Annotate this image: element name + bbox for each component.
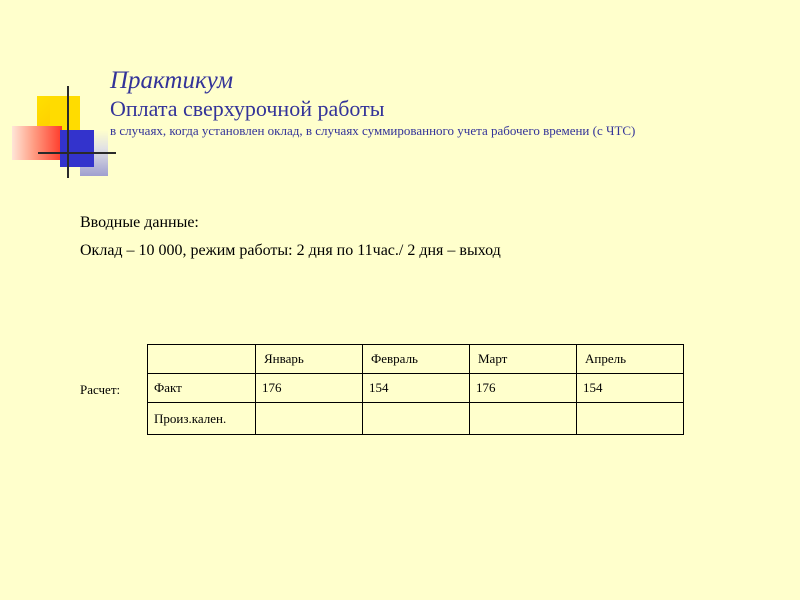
slide-title: Практикум	[110, 67, 234, 94]
red-square-decoration	[12, 126, 62, 160]
table-cell	[363, 403, 470, 435]
slide-subtitle: Оплата сверхурочной работы	[110, 96, 385, 121]
table-header-row	[148, 345, 684, 374]
hours-table	[147, 344, 684, 435]
table-cell: 154	[577, 374, 684, 403]
blue-square-decoration	[60, 130, 94, 167]
table-row	[148, 403, 684, 435]
horizontal-line-decoration	[38, 152, 116, 154]
month-header: Март	[470, 345, 577, 374]
intro-line-1: Вводные данные:	[80, 214, 199, 231]
table-cell: 176	[470, 374, 577, 403]
row-label: Факт	[148, 374, 256, 403]
slide-title-detail: в случаях, когда установлен оклад, в случаях суммированного учета рабочего времени (с ЧТС)	[110, 123, 636, 138]
table-row	[148, 374, 684, 403]
month-header: Январь	[256, 345, 363, 374]
intro-line-2: Оклад – 10 000, режим работы: 2 дня по 11час./ 2 дня – выход	[80, 242, 501, 259]
table-cell	[256, 403, 363, 435]
row-label: Произ.кален.	[148, 403, 256, 435]
intro-text	[80, 209, 501, 265]
calc-label: Расчет:	[80, 382, 121, 397]
table-cell: 154	[363, 374, 470, 403]
table-cell	[577, 403, 684, 435]
month-header: Апрель	[577, 345, 684, 374]
month-header: Февраль	[363, 345, 470, 374]
table-cell: 176	[256, 374, 363, 403]
vertical-line-decoration	[67, 86, 69, 178]
table-cell	[470, 403, 577, 435]
title-block	[110, 66, 635, 140]
table-corner-cell	[148, 345, 256, 374]
